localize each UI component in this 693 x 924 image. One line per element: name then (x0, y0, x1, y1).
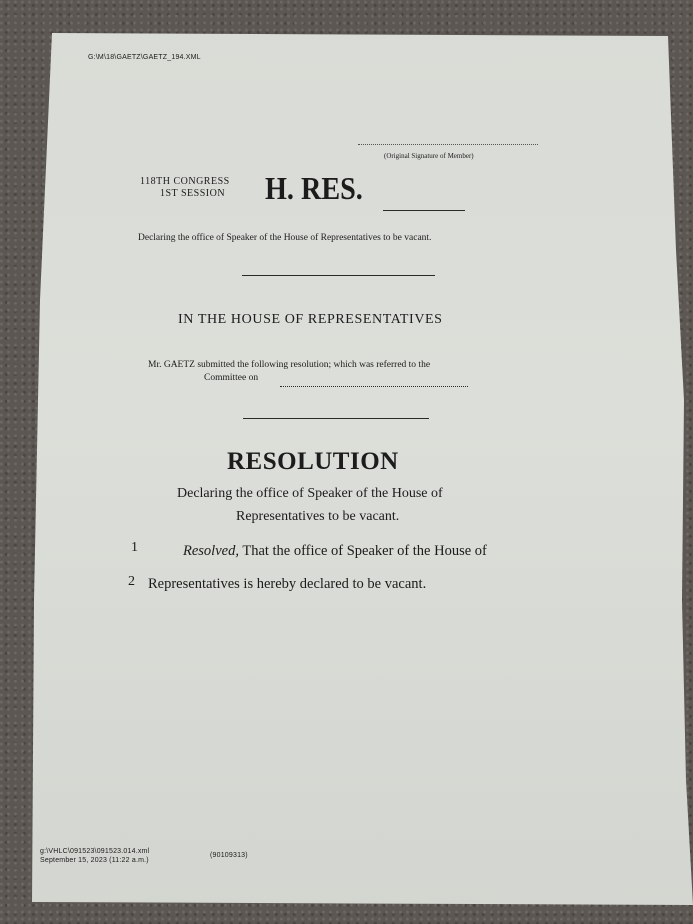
signature-line (358, 144, 538, 145)
congress-label: 118TH CONGRESS (140, 176, 230, 187)
session-label: 1ST SESSION (160, 188, 226, 199)
line-number: 2 (128, 574, 135, 589)
resolution-line-1-text: That the office of Speaker of the House of (238, 543, 487, 559)
line-number: 1 (131, 540, 138, 555)
chamber-heading: IN THE HOUSE OF REPRESENTATIVES (178, 312, 443, 327)
resolution-title-line2: Representatives to be vacant. (236, 509, 400, 524)
resolution-line-1 (183, 543, 487, 560)
bill-number-blank (383, 210, 465, 211)
footer-code: (90109313) (210, 852, 248, 859)
divider-top (242, 275, 435, 276)
divider-middle (243, 418, 429, 419)
bill-designation: H. RES. (265, 170, 363, 206)
submission-line1: Mr. GAETZ submitted the following resolution; which was referred to the (148, 360, 431, 370)
file-path: G:\M\18\GAETZ\GAETZ_194.XML (88, 54, 201, 61)
resolved-word: Resolved, (183, 543, 239, 559)
signature-caption: (Original Signature of Member) (384, 152, 474, 160)
committee-blank (280, 386, 468, 387)
resolution-heading: RESOLUTION (227, 448, 399, 475)
footer-date: September 15, 2023 (11:22 a.m.) (40, 857, 149, 864)
submission-line2: Committee on (204, 373, 259, 383)
resolution-title-line1: Declaring the office of Speaker of the House of (177, 486, 443, 501)
resolution-line-2: Representatives is hereby declared to be vacant. (148, 576, 427, 592)
short-title: Declaring the office of Speaker of the House of Representatives to be vacant. (138, 233, 432, 243)
footer-path: g:\VHLC\091523\091523.014.xml (40, 848, 150, 855)
